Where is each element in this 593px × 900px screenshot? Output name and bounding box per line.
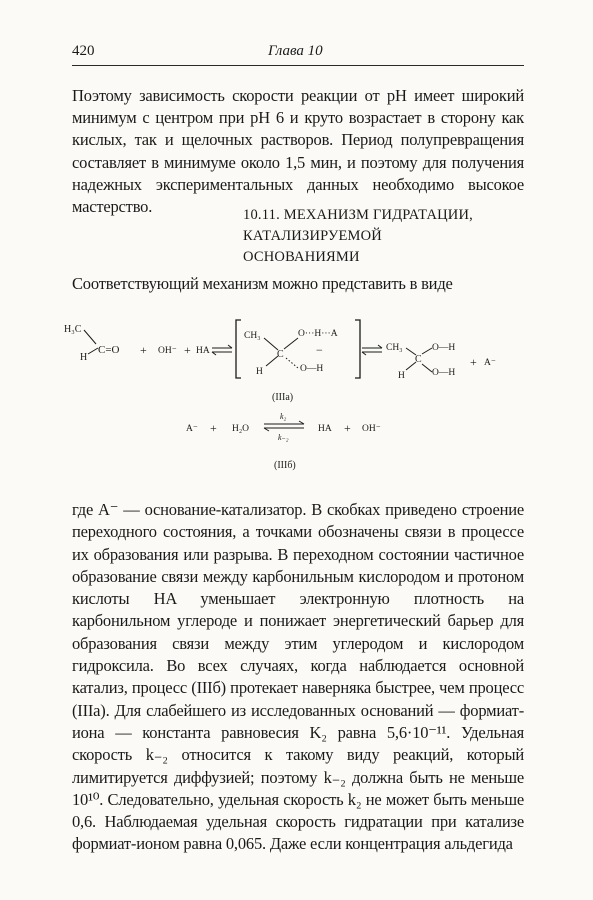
eq2-rate-reverse: k₋₂ bbox=[278, 433, 289, 442]
ts-oxygen-bottom: O—H bbox=[300, 364, 324, 374]
plus-sign: + bbox=[184, 343, 191, 357]
equation-label-3a: (IIIа) bbox=[272, 392, 294, 403]
ts-oxygen-top: O···H···A bbox=[298, 329, 338, 339]
ts-carbon: C bbox=[277, 349, 284, 360]
reactant-methyl: H₃C bbox=[64, 324, 82, 335]
anion-a: A⁻ bbox=[484, 358, 496, 368]
plus-sign: + bbox=[470, 355, 477, 369]
product-methyl: CH₃ bbox=[386, 343, 403, 353]
paragraph-discussion-text: где A⁻ — основание-катализатор. В скобках приведено строение переходного состояния, а точками обозначены связи в процессе их образования или разрыва. В переходном состоянии частичное образование связи между карбонильным кислородом и протоном кислоты HA уменьшает электронную плотность на карбонильном углероде и понижает энергетический барьер для образования связи между этим углеродом и кислородом гидроксила. Во всех случаях, когда наблюдается основной катализ, процесс (IIIб) протекает наверняка быстрее, чем процесс (IIIа). Для слабейшего из исследованных оснований — формиат-иона — константа равновесия K₂ равна 5,6·10⁻¹¹. Удельная скорость k₋₂ относится к такому виду реакций, который лимитируется диффузией; поэтому k₋₂ должна быть не меньше 10¹⁰. Следовательно, удельная скорость k₂ не может быть меньше 0,6. Наблюдаемая удельная скорость гидратации при катализе формиат-ионом равна 0,065. Даже если концентрация альдегида bbox=[72, 500, 524, 854]
paragraph-intro-text: Поэтому зависимость скорости реакции от pH имеет широкий минимум с центром при pH 6 и круто возрастает в сторону как кислых, так и щелочных растворов. Период полупревращения составляет в минимуме около 1,5 мин, и поэтому для получения надежных экспериментальных данных необходимо высокое мастерство. bbox=[72, 86, 524, 217]
ts-negative-charge: − bbox=[316, 343, 323, 357]
bracket-left bbox=[236, 320, 241, 378]
paragraph-mechanism-intro: Соответствующий механизм можно представить в виде bbox=[72, 274, 453, 293]
bond-forming bbox=[286, 358, 298, 368]
eq2-water: H₂O bbox=[232, 424, 250, 434]
carbonyl-group: C=O bbox=[98, 344, 120, 356]
paragraph-intro bbox=[72, 85, 524, 218]
running-header bbox=[72, 43, 524, 66]
product-carbon: C bbox=[415, 354, 422, 365]
ts-methyl: CH₃ bbox=[244, 331, 261, 341]
equation-label-3b: (IIIб) bbox=[274, 460, 296, 471]
reaction-scheme bbox=[60, 318, 540, 478]
eq2-rate-forward: k₂ bbox=[280, 412, 287, 421]
section-heading-line-1: 10.11. МЕХАНИЗМ ГИДРАТАЦИИ, bbox=[243, 207, 473, 223]
bond-line bbox=[284, 338, 298, 349]
bond-line bbox=[88, 348, 98, 354]
plus-sign: + bbox=[344, 421, 351, 435]
section-heading-line-2: КАТАЛИЗИРУЕМОЙ bbox=[243, 228, 382, 244]
bond-line bbox=[422, 364, 432, 372]
page-number: 420 bbox=[72, 43, 95, 59]
eq2-acid: HA bbox=[318, 424, 332, 434]
hydroxide-ion: OH⁻ bbox=[158, 346, 177, 356]
reactant-hydrogen: H bbox=[80, 352, 88, 363]
paragraph-discussion bbox=[72, 499, 524, 856]
plus-sign: + bbox=[140, 343, 147, 357]
product-hydrogen: H bbox=[398, 371, 405, 381]
eq2-anion: A⁻ bbox=[186, 424, 198, 434]
product-hydroxyl-top: O—H bbox=[432, 343, 456, 353]
plus-sign: + bbox=[210, 421, 217, 435]
section-heading bbox=[243, 205, 523, 268]
eq2-hydroxide: OH⁻ bbox=[362, 424, 381, 434]
section-heading-line-3: ОСНОВАНИЯМИ bbox=[243, 249, 360, 265]
bond-line bbox=[84, 330, 96, 344]
ts-hydrogen: H bbox=[256, 367, 263, 377]
bond-line bbox=[422, 348, 432, 354]
bond-line bbox=[264, 338, 278, 350]
acid-ha: HA bbox=[196, 346, 210, 356]
chapter-title: Глава 10 bbox=[268, 43, 323, 59]
bracket-right bbox=[355, 320, 360, 378]
product-hydroxyl-bottom: O—H bbox=[432, 368, 456, 378]
